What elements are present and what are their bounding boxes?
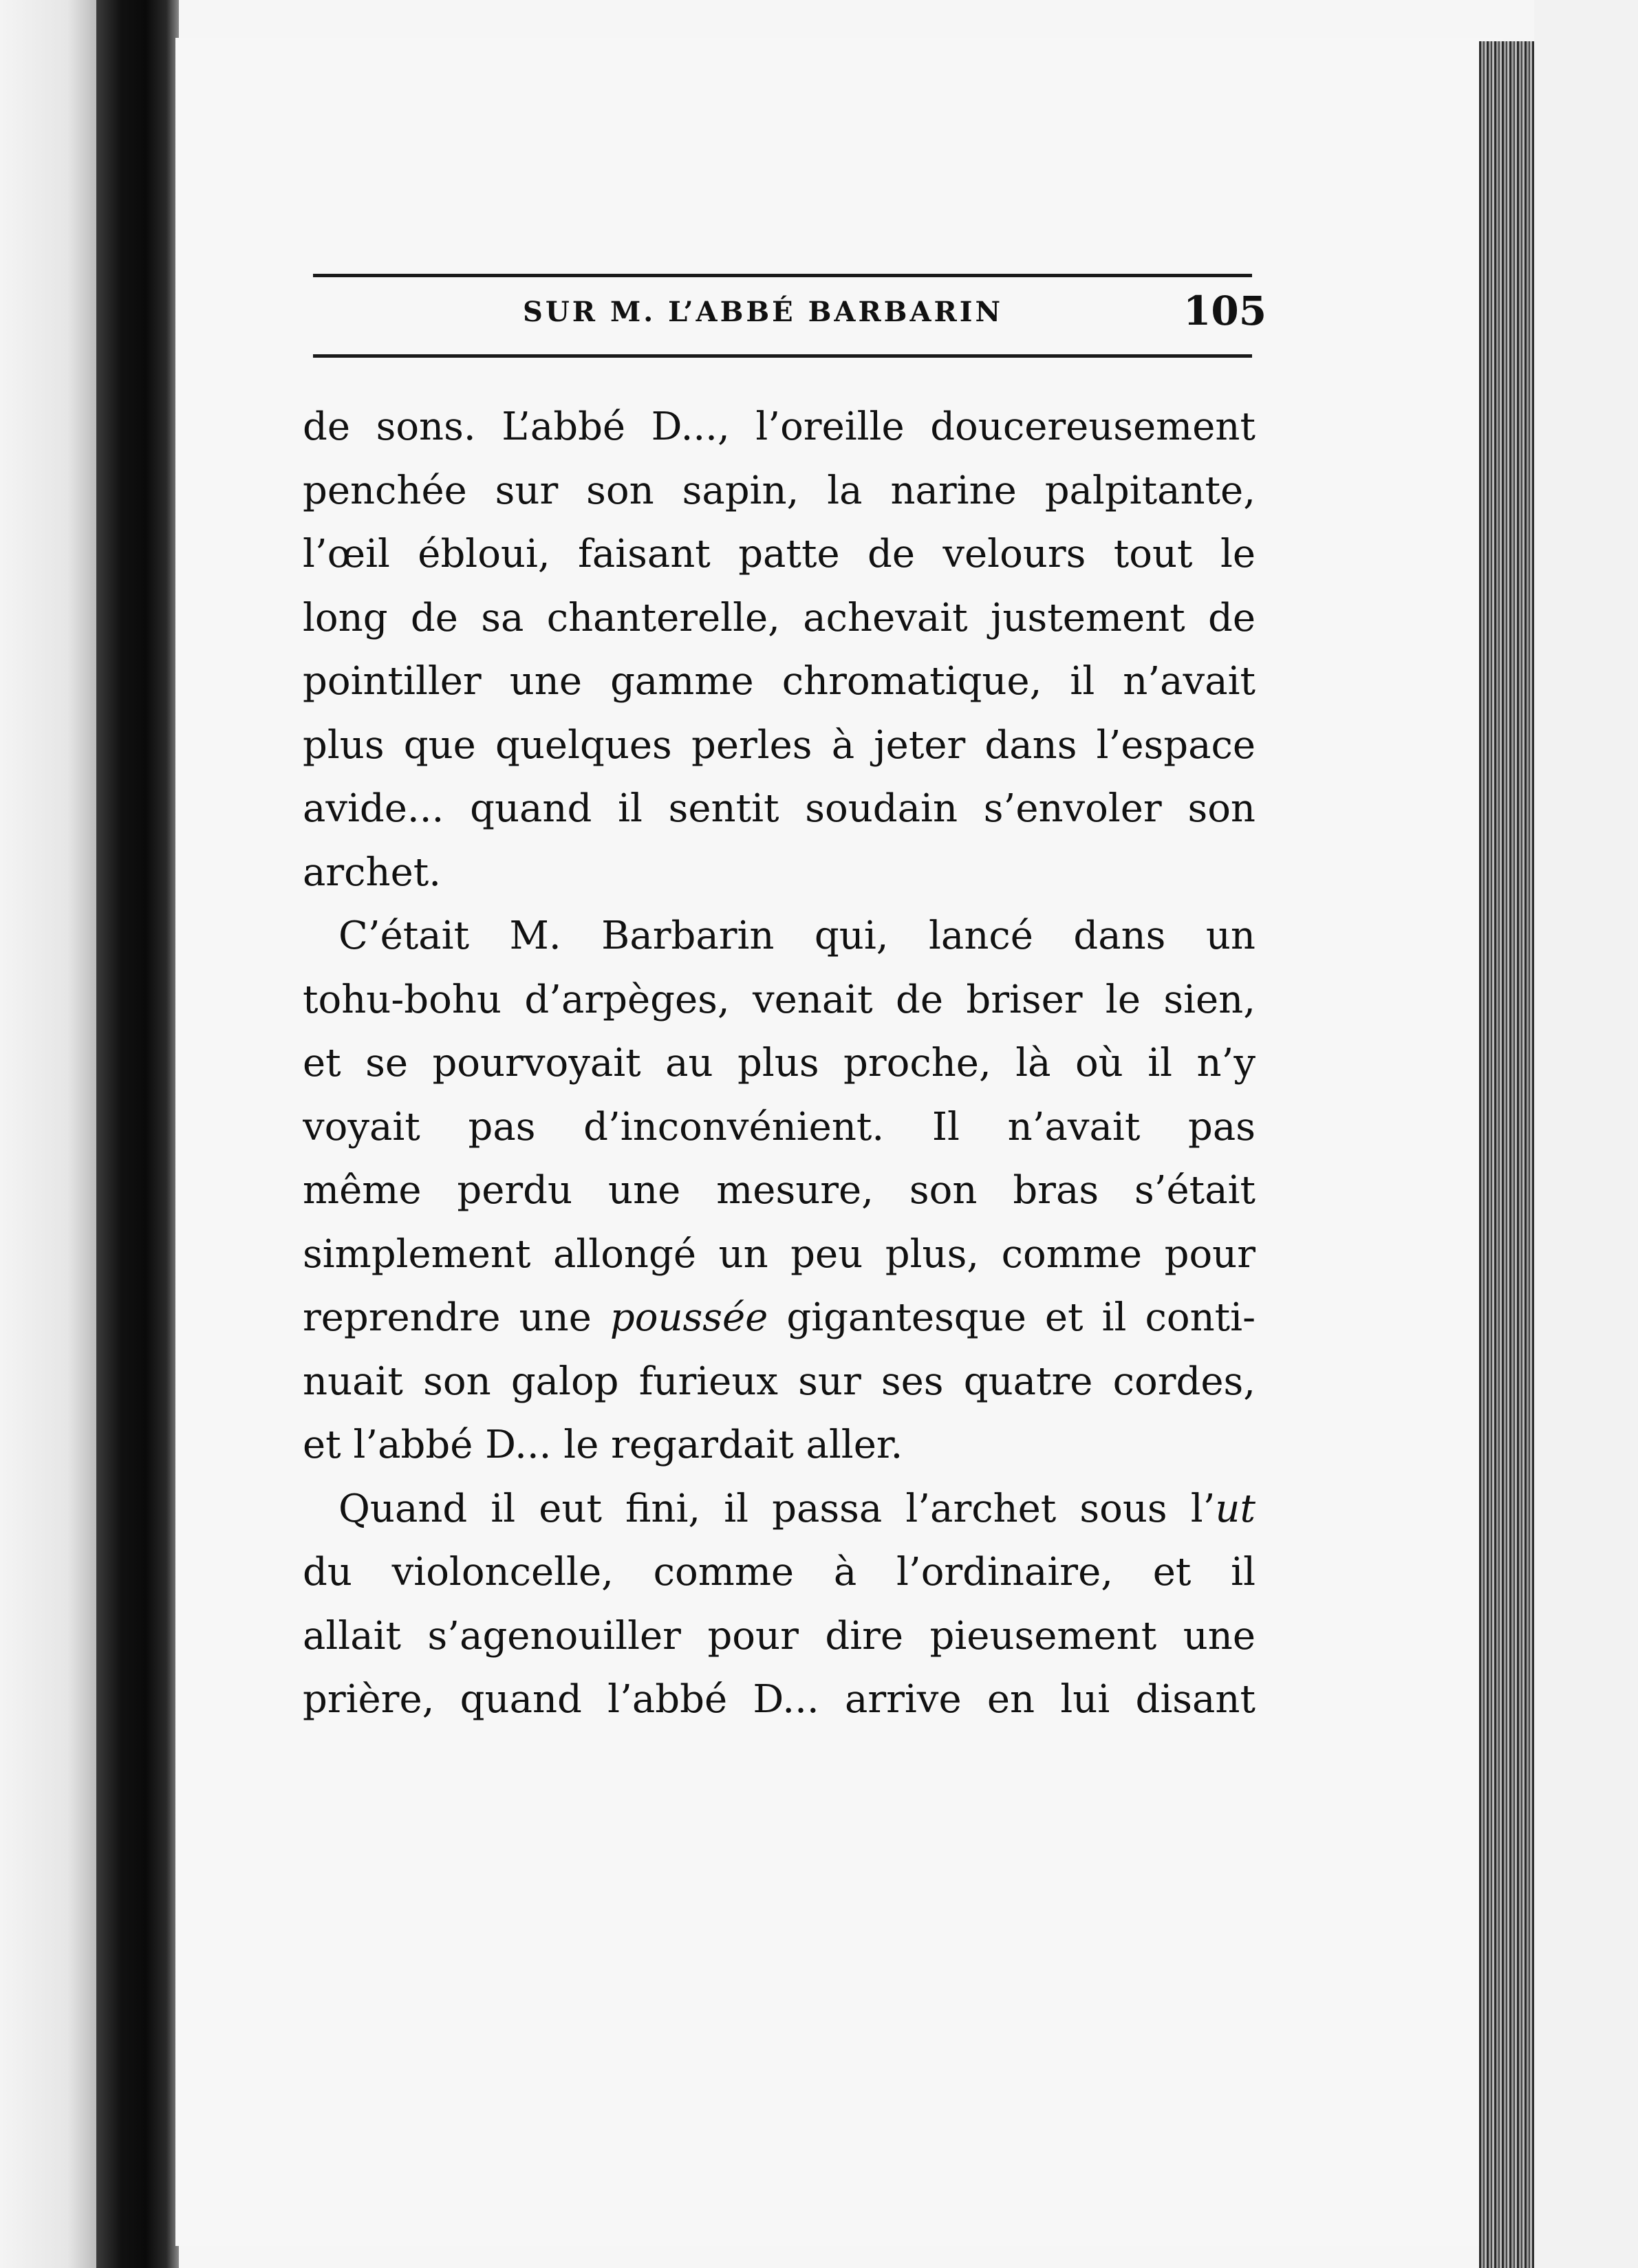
page-stack-edge	[1479, 41, 1534, 2268]
italic-word: ut	[1215, 1486, 1256, 1531]
text-line: C’était M. Barbarin qui, lancé dans un	[338, 914, 1256, 958]
text-line	[303, 1478, 1256, 1542]
paragraph	[303, 1478, 1256, 1732]
paragraph	[303, 396, 1256, 905]
text-line: voyait pas d’inconvénient. Il n’avait pas	[303, 1104, 1256, 1149]
text-line: allait s’agenouiller pour dire pieusement une	[303, 1613, 1256, 1659]
text-line: simplement allongé un peu plus, comme pour	[303, 1231, 1256, 1277]
text-line: l’œil ébloui, faisant patte de velours tout le	[303, 532, 1256, 576]
scan-margin	[1534, 0, 1638, 2268]
text-run: Quand il eut fini, il passa l’archet sous l’	[338, 1486, 1216, 1531]
text-line: et se pourvoyait au plus proche, là où il n’y	[303, 1041, 1256, 1086]
text-line: long de sa chanterelle, achevait justement de	[303, 595, 1256, 640]
page-number: 105	[1183, 288, 1267, 334]
facing-page-edge	[0, 0, 96, 2268]
text-line: même perdu une mesure, son bras s’était	[303, 1168, 1256, 1213]
header-rule-bottom	[313, 354, 1252, 358]
body-text	[303, 396, 1256, 1732]
text-line: avide... quand il sentit soudain s’envoler son	[303, 786, 1256, 831]
paragraph	[303, 905, 1256, 1478]
book-gutter	[96, 0, 179, 2268]
text-line: prière, quand l’abbé D... arrive en lui disant	[303, 1677, 1256, 1722]
text-line: tohu-bohu d’arpèges, venait de briser le sien,	[303, 977, 1256, 1022]
text-line: penchée sur son sapin, la narine palpitante,	[303, 468, 1256, 513]
text-line: de sons. L’abbé D..., l’oreille doucereusement	[303, 404, 1256, 449]
text-line: et l’abbé D... le regardait aller.	[303, 1423, 903, 1467]
text-line	[303, 1286, 1256, 1350]
text-line: du violoncelle, comme à l’ordinaire, et il	[303, 1550, 1256, 1595]
text-line: plus que quelques perles à jeter dans l’espace	[303, 722, 1256, 768]
text-line: pointiller une gamme chromatique, il n’avait	[303, 659, 1256, 704]
text-line: nuait son galop furieux sur ses quatre cordes,	[303, 1359, 1256, 1404]
running-title: SUR M. L’ABBÉ BARBARIN	[523, 296, 1004, 328]
text-run: reprendre une	[303, 1295, 610, 1340]
header-rule-top	[313, 274, 1252, 277]
italic-word: poussée	[610, 1295, 768, 1340]
text-run: gigantesque et il conti-	[768, 1295, 1256, 1340]
text-line: archet.	[303, 850, 442, 895]
